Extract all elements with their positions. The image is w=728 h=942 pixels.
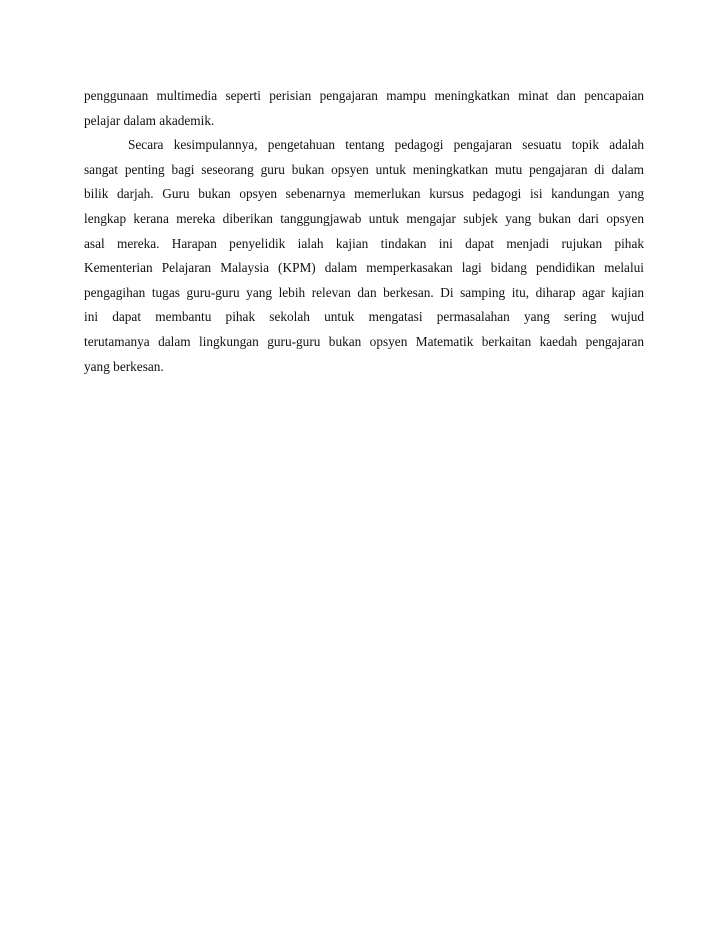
paragraph-line: asal mereka. Harapan penyelidik ialah kajian tindakan ini dapat menjadi rujukan pihak <box>84 235 644 251</box>
paragraph-line: terutamanya dalam lingkungan guru-guru bukan opsyen Matematik berkaitan kaedah pengajaran <box>84 333 644 349</box>
paragraph-line: sangat penting bagi seseorang guru bukan opsyen untuk meningkatkan mutu pengajaran di dalam <box>84 161 644 177</box>
body-text <box>84 84 644 379</box>
paragraph-line: pelajar dalam akademik. <box>84 112 215 128</box>
paragraph-line: yang berkesan. <box>84 358 164 374</box>
paragraph-line: penggunaan multimedia seperti perisian pengajaran mampu meningkatkan minat dan pencapaian <box>84 88 644 103</box>
paragraph-line: bilik darjah. Guru bukan opsyen sebenarnya memerlukan kursus pedagogi isi kandungan yang <box>84 186 644 202</box>
paragraph-line: Kementerian Pelajaran Malaysia (KPM) dalam memperkasakan lagi bidang pendidikan melalui <box>84 260 644 276</box>
paragraph-line: lengkap kerana mereka diberikan tanggungjawab untuk mengajar subjek yang bukan dari opsyen <box>84 210 644 226</box>
paragraph-line: ini dapat membantu pihak sekolah untuk mengatasi permasalahan yang sering wujud <box>84 309 644 325</box>
paragraph-line: Secara kesimpulannya, pengetahuan tentang pedagogi pengajaran sesuatu topik adalah <box>128 137 644 153</box>
paragraph-line: pengagihan tugas guru-guru yang lebih relevan dan berkesan. Di samping itu, diharap agar kajian <box>84 284 644 300</box>
